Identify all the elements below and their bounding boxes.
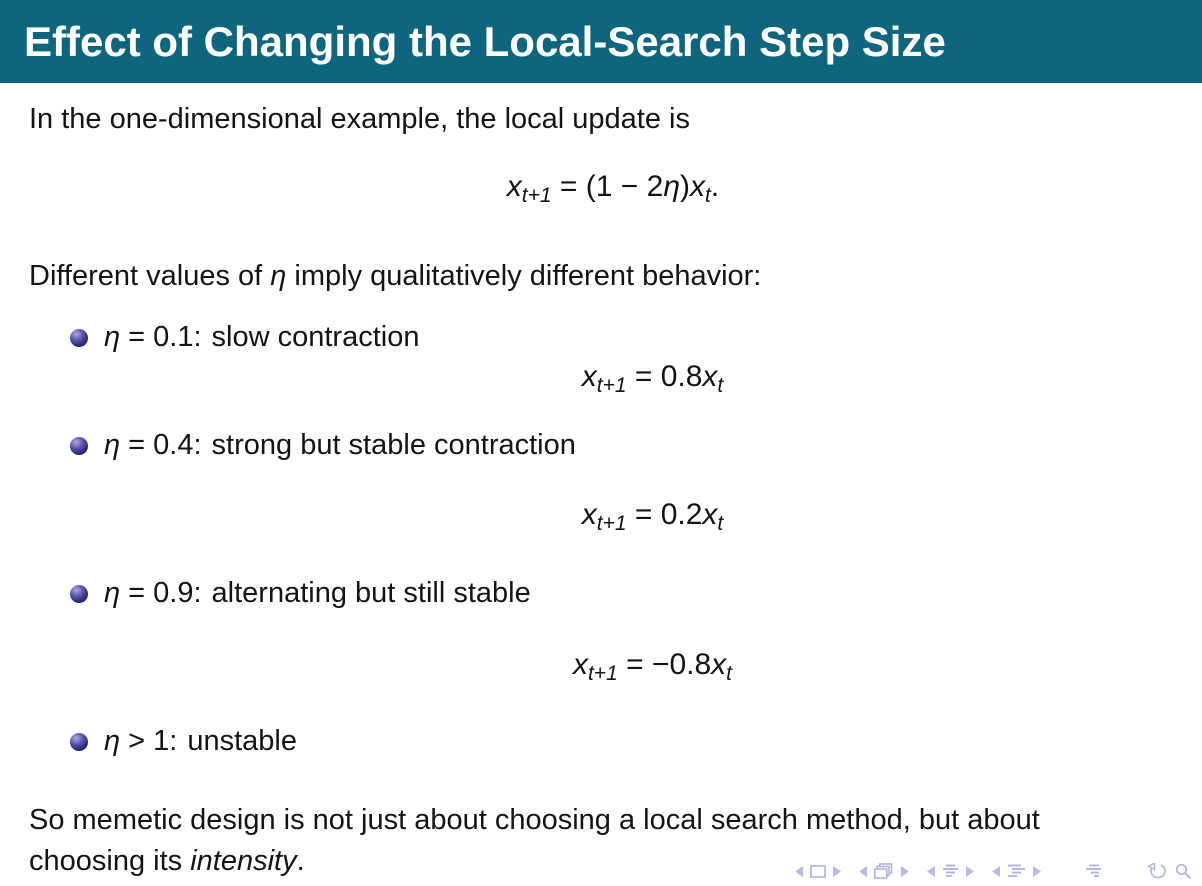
list-item bbox=[70, 320, 1173, 355]
ball-bullet-icon bbox=[70, 329, 88, 347]
slide-icon[interactable] bbox=[810, 865, 826, 878]
back-icon[interactable] bbox=[1146, 863, 1168, 880]
ball-bullet-icon bbox=[70, 437, 88, 455]
page-title: Effect of Changing the Local-Search Step Size bbox=[24, 17, 946, 65]
bullet-equation: $x_{t+1} = 0.8x_t$ bbox=[581, 360, 724, 397]
frametitle-bar bbox=[0, 0, 1202, 83]
back-search-group bbox=[1146, 863, 1192, 880]
subsection-list-icon[interactable] bbox=[1007, 864, 1026, 879]
prev-frame-icon[interactable] bbox=[859, 866, 867, 877]
next-slide-icon[interactable] bbox=[833, 866, 841, 877]
intro-text: In the one-dimensional example, the local update is bbox=[29, 103, 690, 135]
slide-nav-group bbox=[795, 865, 841, 878]
frame-nav-group bbox=[859, 863, 909, 879]
beamer-navigation-bar bbox=[795, 861, 1192, 881]
search-icon[interactable] bbox=[1175, 863, 1192, 880]
subsection-nav-group bbox=[992, 864, 1041, 879]
bullet-label: η = 0.4: strong but stable contraction bbox=[104, 429, 576, 461]
bullet-label: η = 0.1: slow contraction bbox=[104, 321, 420, 353]
bullet-equation: $x_{t+1} = -0.8x_t$ bbox=[572, 648, 733, 685]
list-item bbox=[70, 724, 1173, 759]
main-equation: $x_{t+1} = (1 - 2\eta)x_t$. bbox=[506, 170, 720, 207]
ball-bullet-icon bbox=[70, 733, 88, 751]
bullet-equation: $x_{t+1} = 0.2x_t$ bbox=[581, 498, 724, 535]
next-frame-icon[interactable] bbox=[901, 866, 909, 877]
prev-section-icon[interactable] bbox=[927, 866, 935, 877]
bullet-label: η = 0.9: alternating but still stable bbox=[104, 577, 531, 609]
ball-bullet-icon bbox=[70, 585, 88, 603]
next-section-icon[interactable] bbox=[966, 866, 974, 877]
frames-icon[interactable] bbox=[874, 863, 894, 879]
list-item bbox=[70, 576, 1173, 611]
section-list-icon[interactable] bbox=[942, 864, 959, 879]
appendix-icon[interactable] bbox=[1085, 864, 1102, 879]
behavior-intro-text: Different values of η imply qualitatively different behavior: bbox=[29, 260, 762, 292]
next-subsection-icon[interactable] bbox=[1033, 866, 1041, 877]
prev-slide-icon[interactable] bbox=[795, 866, 803, 877]
list-item bbox=[70, 428, 1173, 463]
bullet-label: η > 1: unstable bbox=[104, 725, 298, 757]
section-nav-group bbox=[927, 864, 974, 879]
prev-subsection-icon[interactable] bbox=[992, 866, 1000, 877]
closing-text: So memetic design is not just about choosing a local search method, but about choosing its intensity. bbox=[29, 804, 1040, 877]
